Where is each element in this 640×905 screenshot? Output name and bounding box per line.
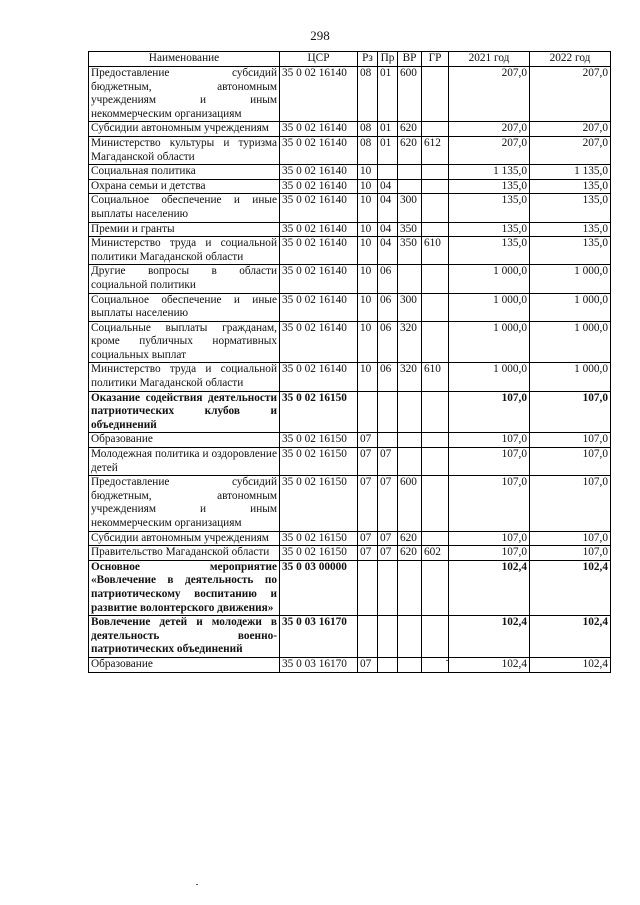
cell-gr [422,194,449,222]
cell-name: Субсидии автономным учреждениям [89,531,280,546]
cell-vr: 350 [398,222,422,237]
cell-name: Оказание содействия деятельности патриотических клубов и объединений [89,391,280,433]
table-row [89,237,611,265]
table-row [89,476,611,531]
cell-csr: 35 0 02 16140 [280,67,358,122]
cell-pr: 04 [378,194,398,222]
cell-vr: 620 [398,546,422,561]
cell-2021: 135,0 [449,194,530,222]
cell-gr [422,531,449,546]
cell-name: Социальные выплаты гражданам, кроме публичных нормативных социальных выплат [89,321,280,363]
cell-vr: 600 [398,67,422,122]
cell-2022: 107,0 [530,433,611,448]
cell-2022: 107,0 [530,448,611,476]
cell-rz: 10 [358,321,378,363]
cell-2021: 107,0 [449,546,530,561]
cell-pr [378,391,398,433]
table-row [89,433,611,448]
cell-csr: 35 0 03 00000 [280,560,358,615]
cell-name: Предоставление субсидий бюджетным, автономным учреждениям и иным некоммерческим организациям [89,476,280,531]
cell-vr: 320 [398,321,422,363]
cell-rz [358,616,378,658]
cell-vr [398,448,422,476]
cell-name: Правительство Магаданской области [89,546,280,561]
table-row [89,179,611,194]
cell-2022: 1 000,0 [530,321,611,363]
cell-vr [398,657,422,672]
header-rz: Рз [358,52,378,67]
cell-2021: 102,4 [449,616,530,658]
table-row [89,194,611,222]
cell-csr: 35 0 02 16140 [280,265,358,293]
cell-rz: 07 [358,448,378,476]
cell-csr: 35 0 02 16150 [280,531,358,546]
cell-2022: 102,4 [530,657,611,672]
cell-pr: 07 [378,476,398,531]
cell-vr [398,616,422,658]
cell-gr: 610 [422,363,449,391]
cell-vr: 620 [398,122,422,137]
cell-csr: 35 0 02 16140 [280,293,358,321]
cell-pr: 07 [378,531,398,546]
cell-name: Министерство труда и социальной политики Магаданской области [89,237,280,265]
cell-2022: 207,0 [530,136,611,164]
cell-2022: 102,4 [530,560,611,615]
cell-2021: 135,0 [449,179,530,194]
cell-csr: 35 0 02 16150 [280,448,358,476]
table-row [89,122,611,137]
cell-gr [422,616,449,658]
cell-csr: 35 0 02 16150 [280,546,358,561]
cell-gr: 602 [422,546,449,561]
cell-gr [422,293,449,321]
table-row [89,657,611,672]
cell-2022: 102,4 [530,616,611,658]
scan-speck [446,660,448,661]
cell-2021: 107,0 [449,531,530,546]
cell-gr [422,165,449,180]
cell-rz: 10 [358,222,378,237]
cell-gr [422,433,449,448]
cell-vr: 620 [398,136,422,164]
cell-2022: 135,0 [530,179,611,194]
cell-csr: 35 0 02 16150 [280,433,358,448]
cell-name: Образование [89,657,280,672]
cell-2021: 107,0 [449,391,530,433]
cell-csr: 35 0 02 16150 [280,391,358,433]
cell-2022: 135,0 [530,194,611,222]
cell-name: Социальная политика [89,165,280,180]
cell-pr [378,165,398,180]
cell-pr: 04 [378,237,398,265]
cell-rz: 10 [358,293,378,321]
cell-name: Образование [89,433,280,448]
cell-rz [358,391,378,433]
scan-speck [196,884,198,885]
cell-2021: 207,0 [449,136,530,164]
cell-2022: 107,0 [530,476,611,531]
cell-gr [422,67,449,122]
cell-name: Премии и гранты [89,222,280,237]
cell-2021: 1 135,0 [449,165,530,180]
table-header-row [89,52,611,67]
cell-pr: 04 [378,222,398,237]
cell-2022: 1 000,0 [530,265,611,293]
cell-gr [422,560,449,615]
cell-2021: 107,0 [449,433,530,448]
table-row [89,67,611,122]
cell-csr: 35 0 02 16140 [280,222,358,237]
cell-name: Молодежная политика и оздоровление детей [89,448,280,476]
cell-csr: 35 0 02 16140 [280,179,358,194]
cell-rz: 07 [358,433,378,448]
cell-name: Другие вопросы в области социальной политики [89,265,280,293]
table-row [89,531,611,546]
cell-gr [422,657,449,672]
cell-2022: 207,0 [530,122,611,137]
cell-csr: 35 0 03 16170 [280,657,358,672]
table-row [89,546,611,561]
cell-pr [378,560,398,615]
cell-csr: 35 0 02 16140 [280,321,358,363]
cell-vr [398,165,422,180]
cell-csr: 35 0 02 16140 [280,165,358,180]
cell-rz: 07 [358,657,378,672]
cell-vr: 300 [398,194,422,222]
cell-gr [422,265,449,293]
cell-pr [378,616,398,658]
table-body [89,67,611,673]
cell-rz: 10 [358,237,378,265]
cell-gr [422,476,449,531]
table-row [89,448,611,476]
header-2021: 2021 год [449,52,530,67]
cell-csr: 35 0 02 16140 [280,194,358,222]
cell-pr: 04 [378,179,398,194]
cell-2022: 1 135,0 [530,165,611,180]
cell-csr: 35 0 02 16140 [280,363,358,391]
cell-name: Охрана семьи и детства [89,179,280,194]
cell-2022: 107,0 [530,546,611,561]
cell-vr: 320 [398,363,422,391]
cell-vr: 300 [398,293,422,321]
cell-pr: 01 [378,136,398,164]
cell-rz: 07 [358,476,378,531]
table-row [89,616,611,658]
cell-gr [422,122,449,137]
cell-2021: 1 000,0 [449,363,530,391]
cell-csr: 35 0 02 16150 [280,476,358,531]
cell-gr [422,321,449,363]
cell-pr: 06 [378,293,398,321]
header-vr: ВР [398,52,422,67]
cell-name: Социальное обеспечение и иные выплаты населению [89,194,280,222]
cell-rz: 10 [358,265,378,293]
cell-vr [398,391,422,433]
cell-name: Социальное обеспечение и иные выплаты населению [89,293,280,321]
budget-table [88,51,611,673]
cell-csr: 35 0 03 16170 [280,616,358,658]
cell-2021: 1 000,0 [449,293,530,321]
cell-vr: 600 [398,476,422,531]
cell-gr [422,448,449,476]
cell-vr [398,265,422,293]
cell-pr [378,657,398,672]
cell-2021: 1 000,0 [449,265,530,293]
header-name: Наименование [89,52,280,67]
cell-2022: 107,0 [530,531,611,546]
cell-vr: 350 [398,237,422,265]
page-number: 298 [310,28,330,43]
table-row [89,265,611,293]
cell-name: Основное мероприятие «Вовлечение в деятельность по патриотическому воспитанию и развитие волонтерского движения» [89,560,280,615]
cell-gr: 612 [422,136,449,164]
cell-rz: 08 [358,136,378,164]
header-csr: ЦСР [280,52,358,67]
cell-rz: 07 [358,531,378,546]
cell-csr: 35 0 02 16140 [280,237,358,265]
cell-name: Субсидии автономным учреждениям [89,122,280,137]
cell-pr: 06 [378,321,398,363]
cell-pr: 06 [378,363,398,391]
cell-name: Вовлечение детей и молодежи в деятельность военно-патриотических объединений [89,616,280,658]
cell-csr: 35 0 02 16140 [280,136,358,164]
cell-2021: 135,0 [449,222,530,237]
table-row [89,363,611,391]
cell-vr: 620 [398,531,422,546]
cell-rz: 10 [358,165,378,180]
cell-rz: 08 [358,67,378,122]
cell-gr: 610 [422,237,449,265]
cell-2022: 1 000,0 [530,293,611,321]
cell-pr [378,433,398,448]
table-row [89,222,611,237]
header-2022: 2022 год [530,52,611,67]
table-row [89,560,611,615]
cell-2021: 207,0 [449,122,530,137]
cell-pr: 01 [378,122,398,137]
table-row [89,165,611,180]
cell-2022: 135,0 [530,237,611,265]
table-row [89,391,611,433]
cell-2022: 107,0 [530,391,611,433]
cell-name: Министерство культуры и туризма Магаданской области [89,136,280,164]
cell-gr [422,179,449,194]
cell-2021: 107,0 [449,476,530,531]
cell-2021: 102,4 [449,560,530,615]
cell-2021: 1 000,0 [449,321,530,363]
cell-csr: 35 0 02 16140 [280,122,358,137]
cell-vr [398,433,422,448]
cell-rz [358,560,378,615]
cell-vr [398,179,422,194]
cell-rz: 10 [358,363,378,391]
cell-name: Министерство труда и социальной политики Магаданской области [89,363,280,391]
table-row [89,293,611,321]
cell-2022: 135,0 [530,222,611,237]
cell-rz: 08 [358,122,378,137]
header-gr: ГР [422,52,449,67]
cell-2021: 107,0 [449,448,530,476]
cell-rz: 07 [358,546,378,561]
cell-rz: 10 [358,194,378,222]
cell-2022: 1 000,0 [530,363,611,391]
cell-name: Предоставление субсидий бюджетным, автономным учреждениям и иным некоммерческим организациям [89,67,280,122]
cell-2021: 135,0 [449,237,530,265]
cell-pr: 07 [378,546,398,561]
cell-gr [422,222,449,237]
cell-rz: 10 [358,179,378,194]
table-row [89,321,611,363]
cell-2021: 207,0 [449,67,530,122]
cell-pr: 01 [378,67,398,122]
cell-vr [398,560,422,615]
cell-pr: 07 [378,448,398,476]
cell-2021: 102,4 [449,657,530,672]
table-row [89,136,611,164]
cell-gr [422,391,449,433]
cell-2022: 207,0 [530,67,611,122]
header-pr: Пр [378,52,398,67]
cell-pr: 06 [378,265,398,293]
